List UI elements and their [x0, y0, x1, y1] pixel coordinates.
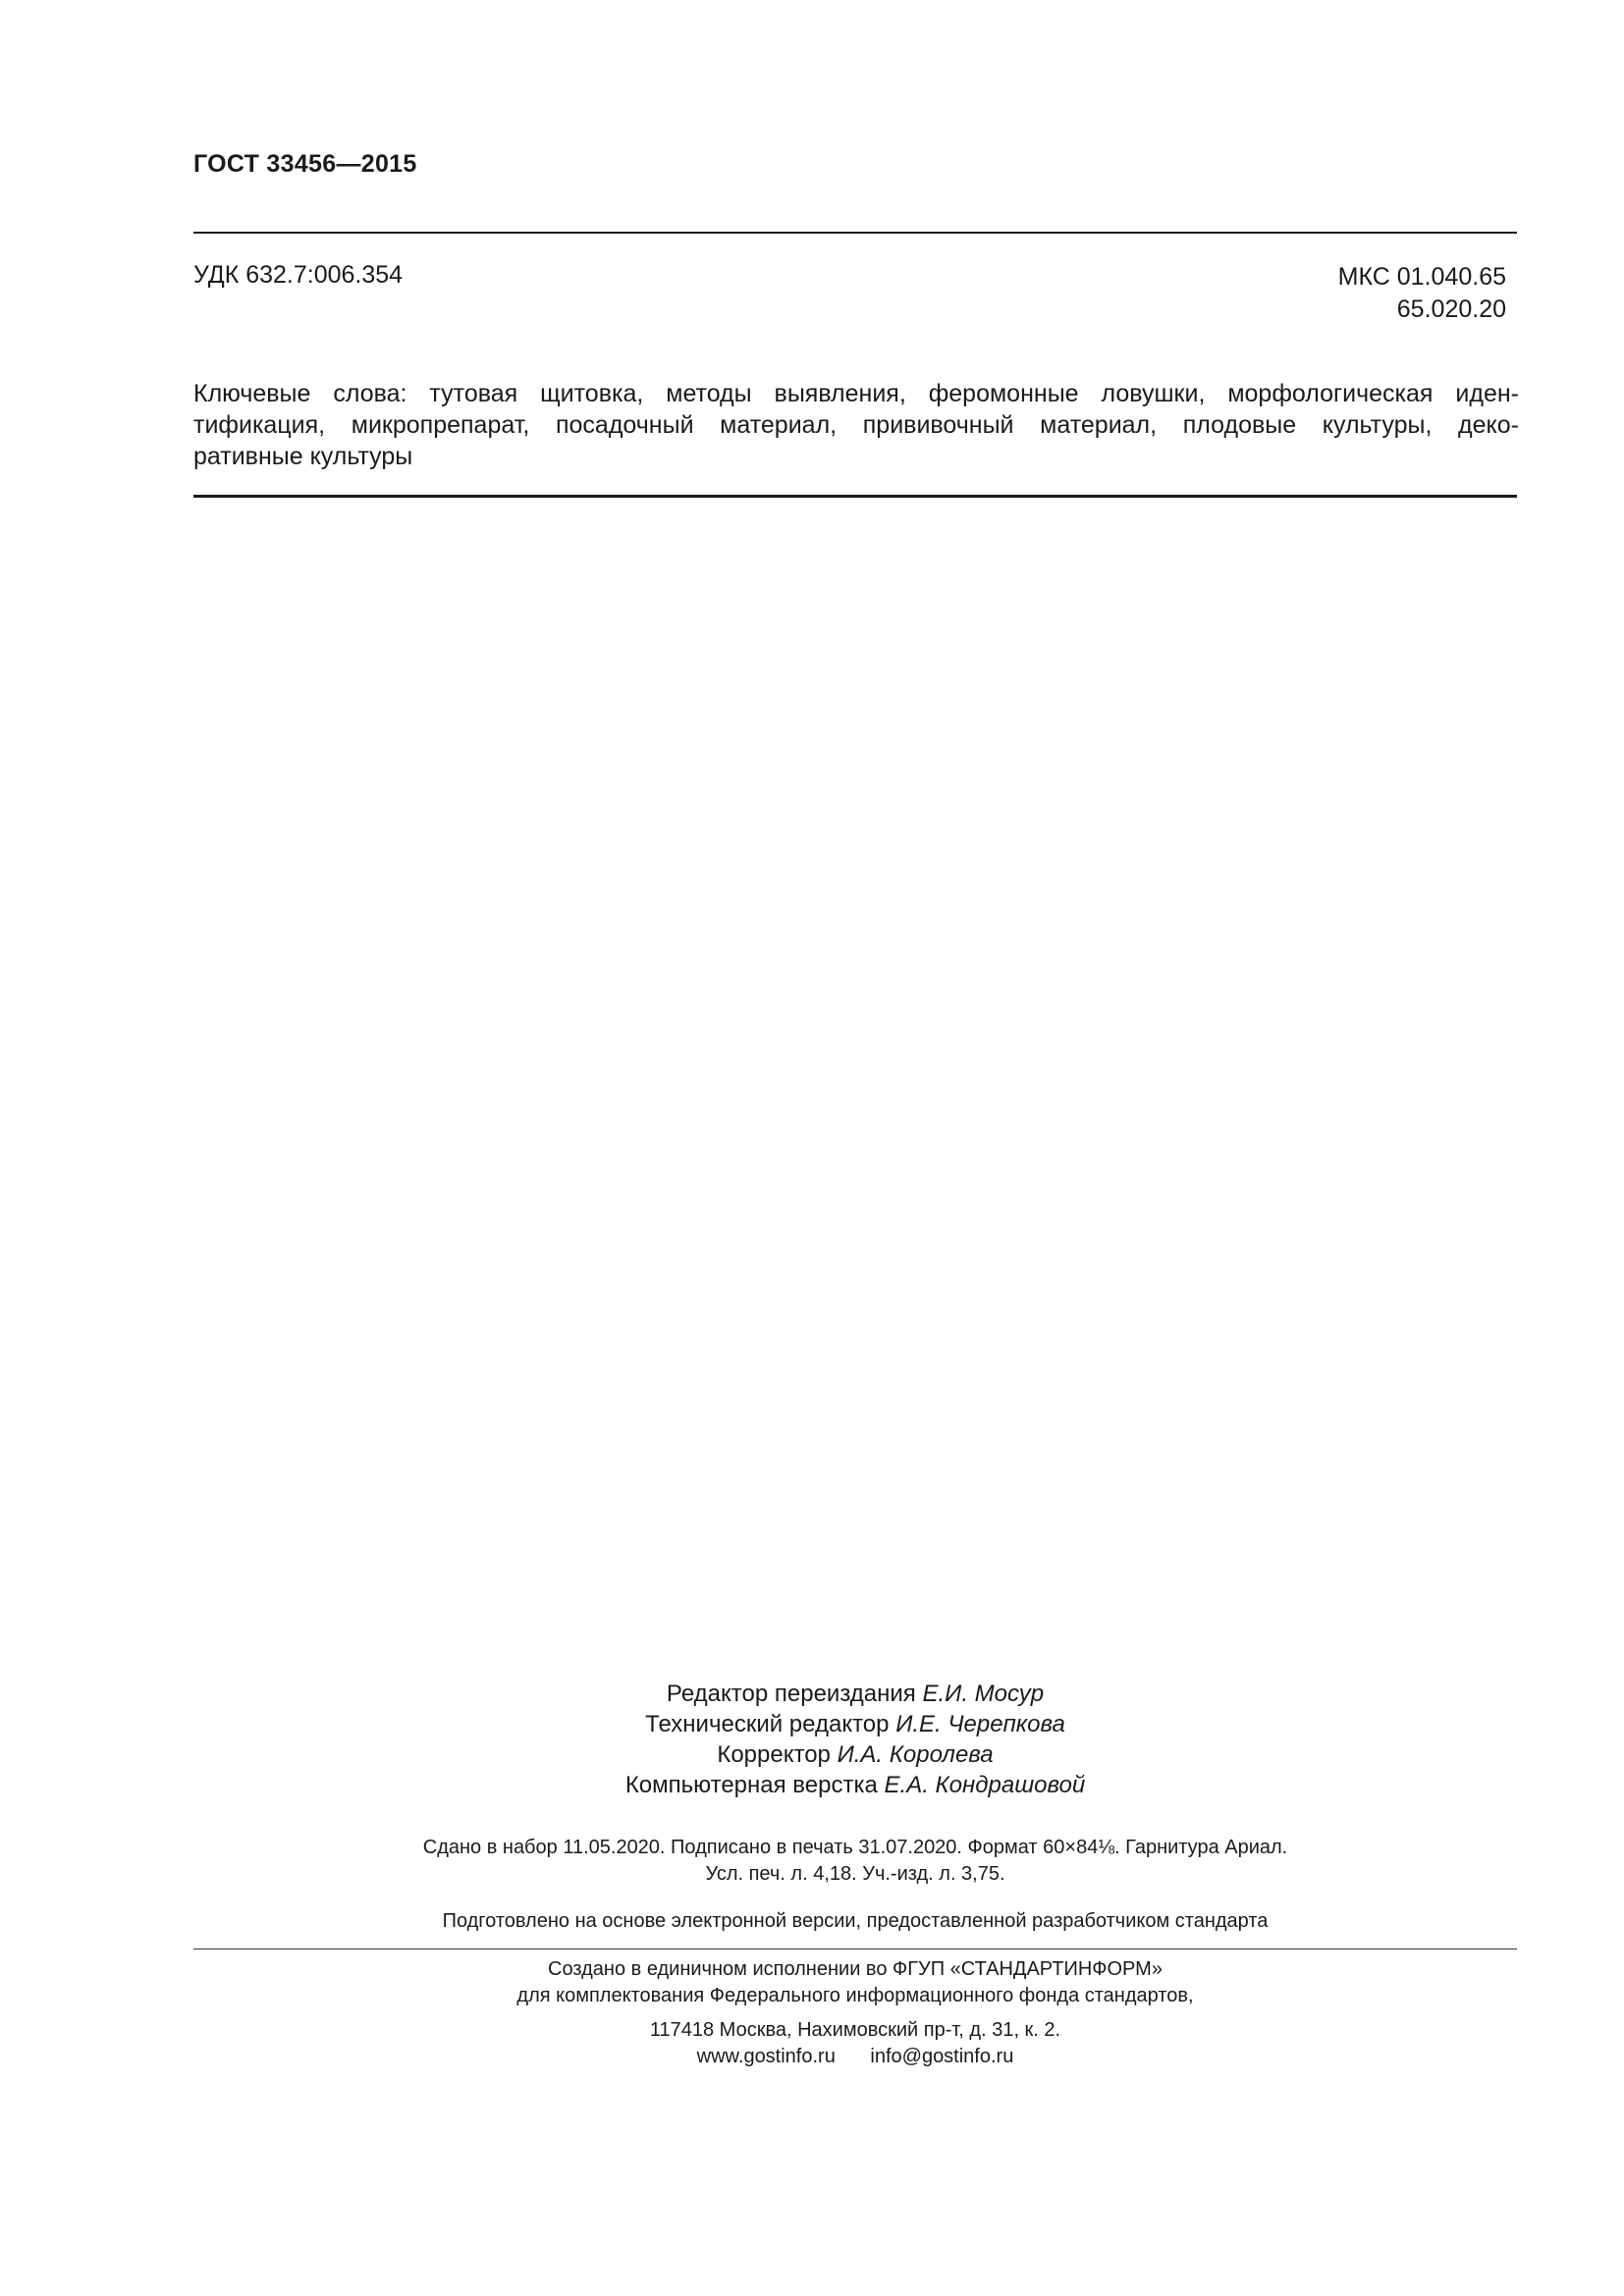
- editorial-credits: [193, 1679, 1517, 1800]
- keywords-paragraph: [193, 378, 1519, 472]
- mks-code-line-1: МКС 01.040.65: [1337, 263, 1506, 291]
- credit-name: Е.А. Кондрашовой: [884, 1772, 1086, 1798]
- credit-role: Корректор: [717, 1741, 831, 1768]
- email-link[interactable]: info@gostinfo.ru: [870, 2046, 1014, 2067]
- imprint-line-2: Усл. печ. л. 4,18. Уч.-изд. л. 3,75.: [705, 1863, 1005, 1885]
- keywords-line-1: Ключевые слова: тутовая щитовка, методы выявления, феромонные ловушки, морфологическая иден-: [193, 380, 1519, 407]
- publisher-contacts: [193, 2044, 1517, 2070]
- prepared-note: Подготовлено на основе электронной версии, предоставленной разработчиком стандарта: [442, 1910, 1269, 1932]
- publisher-info: [193, 1956, 1517, 2070]
- credit-role: Компьютерная верстка: [624, 1772, 878, 1798]
- keywords-line-3: ративные культуры: [193, 443, 413, 470]
- website-link[interactable]: www.gostinfo.ru: [696, 2046, 836, 2067]
- publisher-address: 117418 Москва, Нахимовский пр-т, д. 31, к. 2.: [649, 2019, 1061, 2041]
- credit-editor: [193, 1679, 1517, 1709]
- credit-corrector: [193, 1739, 1517, 1770]
- mks-codes: [1338, 261, 1506, 326]
- credit-name: Е.И. Мосур: [922, 1681, 1045, 1707]
- credit-role: Технический редактор: [645, 1711, 890, 1737]
- credit-name: И.Е. Черепкова: [895, 1711, 1065, 1737]
- credit-layout: [193, 1770, 1517, 1800]
- credit-name: И.А. Королева: [837, 1741, 994, 1768]
- top-divider: [193, 232, 1517, 234]
- standard-code: ГОСТ 33456—2015: [193, 150, 417, 178]
- publisher-line-1: Создано в единичном исполнении во ФГУП «СТАНДАРТИНФОРМ»: [548, 1958, 1163, 1980]
- publisher-line-2: для комплектования Федерального информационного фонда стандартов,: [516, 1985, 1194, 2006]
- credit-tech-editor: [193, 1709, 1517, 1739]
- udk-code: УДК 632.7:006.354: [193, 261, 404, 289]
- keywords-line-2: тификация, микропрепарат, посадочный материал, прививочный материал, плодовые культуры, деко-: [193, 411, 1519, 439]
- print-imprint: [193, 1835, 1517, 1888]
- mks-code-line-2: 65.020.20: [1396, 295, 1506, 323]
- credit-role: Редактор переиздания: [666, 1681, 916, 1707]
- imprint-line-1: Сдано в набор 11.05.2020. Подписано в печать 31.07.2020. Формат 60×84⅛. Гарнитура Ариал.: [422, 1837, 1288, 1858]
- keywords-divider: [193, 495, 1517, 498]
